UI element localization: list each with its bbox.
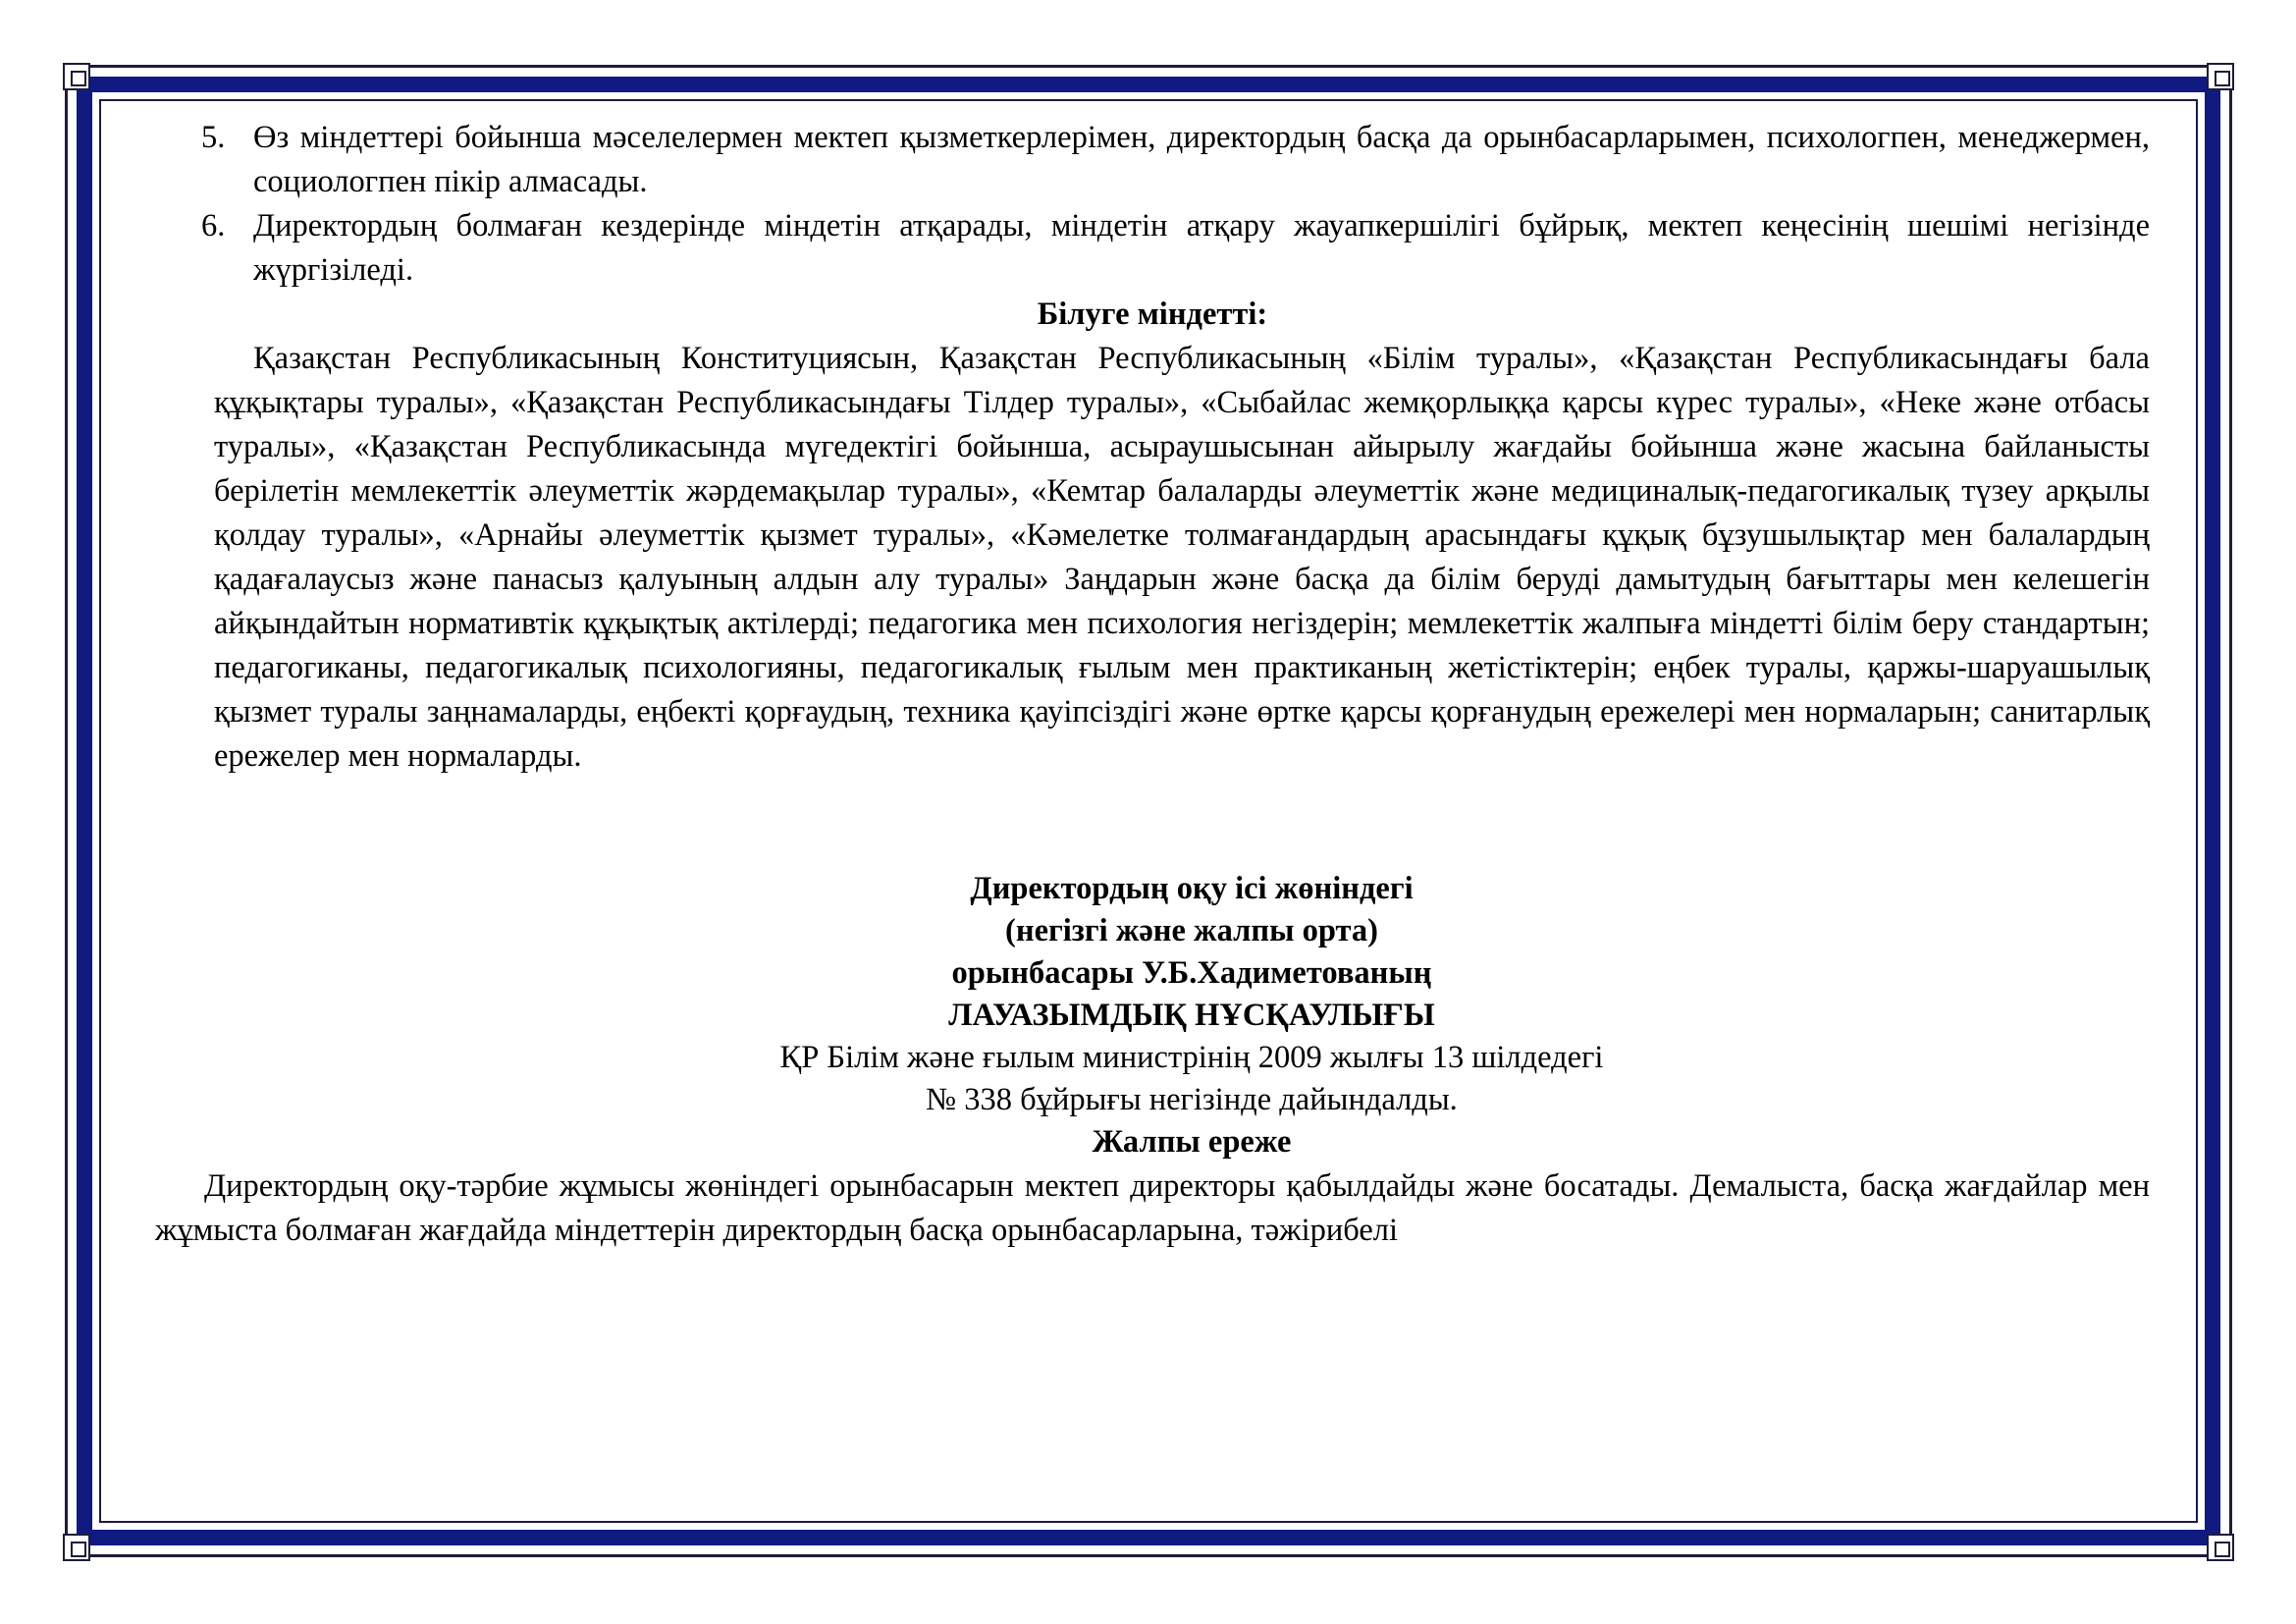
document-title bbox=[234, 867, 2150, 1036]
frame-corner-ornament bbox=[63, 63, 90, 90]
frame-corner-ornament bbox=[63, 1534, 90, 1561]
knowledge-heading: Білуге міндетті: bbox=[1037, 297, 1268, 332]
document-title-line: (негізгі және жалпы орта) bbox=[1005, 913, 1378, 948]
document-body bbox=[155, 116, 2150, 1253]
duties-list bbox=[155, 116, 2150, 293]
document-subtitle bbox=[234, 1036, 2150, 1120]
list-item-number: 6. bbox=[201, 208, 226, 244]
document-subtitle-line: № 338 бұйрығы негізінде дайындалды. bbox=[926, 1082, 1458, 1117]
document-title-line: орынбасары У.Б.Хадиметованың bbox=[951, 955, 1432, 991]
list-item-text: Директордың болмаған кездерінде міндетін атқарады, міндетін атқару жауапкершілігі бұйрық, мектеп кеңесінің шешімі негізінде жүргізіледі. bbox=[253, 208, 2150, 288]
list-item bbox=[201, 116, 2150, 204]
list-item-text: Өз міндеттері бойынша мәселелермен мектеп қызметкерлерімен, директордың басқа да орынбасарларымен, психологпен, менеджермен, социологпен пікір алмасады. bbox=[253, 120, 2150, 199]
document-title-line: Директордың оқу ісі жөніндегі bbox=[970, 871, 1414, 906]
general-heading: Жалпы ереже bbox=[1092, 1124, 1292, 1160]
knowledge-paragraph: Қазақстан Республикасының Конституциясын, Қазақстан Республикасының «Білім туралы», «Қазақстан Республикасындағы бала құқықтары туралы», «Қазақстан Республикасындағы Тілдер туралы», «Сыбайлас жемқорлыққа қарсы күрес туралы», «Неке және отбасы туралы», «Қазақстан Республикасында мүгедектігі бойынша, асыраушысынан айырылу жағдайы бойынша және жасына байланысты берілетін мемлекеттік әлеуметтік жәрдемақылар туралы», «Кемтар балаларды әлеуметтік және медициналық-педагогикалық түзеу арқылы қолдау туралы», «Арнайы әлеуметтік қызмет туралы», «Кәмелетке толмағандардың арасындағы құқық бұзушылықтар мен балалардың қадағалаусыз және панасыз қалуының алдын алу туралы» Заңдарын және басқа да білім беруді дамытудың бағыттары мен келешегін айқындайтын нормативтік құқықтық актілерді; педагогика мен психология негіздерін; мемлекеттік жалпыға міндетті білім беру стандартын; педагогиканы, педагогикалық психологияны, педагогикалық ғылым мен практиканың жетістіктерін; еңбек туралы, қаржы-шаруашылық қызмет туралы заңнамаларды, еңбекті қорғаудың, техника қауіпсіздігі және өртке қарсы қорғанудың ережелері мен нормаларын; санитарлық ережелер мен нормаларды. bbox=[214, 341, 2150, 774]
list-item-number: 5. bbox=[201, 120, 226, 155]
document-subtitle-line: ҚР Білім және ғылым министрінің 2009 жылғы 13 шілдедегі bbox=[779, 1040, 1604, 1075]
frame-corner-ornament bbox=[2207, 1534, 2234, 1561]
section-spacer bbox=[155, 779, 2150, 867]
document-title-line: ЛАУАЗЫМДЫҚ НҰСҚАУЛЫҒЫ bbox=[948, 998, 1435, 1033]
general-paragraph: Директордың оқу-тәрбие жұмысы жөніндегі орынбасарын мектеп директоры қабылдайды және босатады. Демалыста, басқа жағдайлар мен жұмыста болмаған жағдайда міндеттерін директордың басқа орынбасарларына, тәжірибелі bbox=[155, 1168, 2150, 1248]
frame-corner-ornament bbox=[2207, 63, 2234, 90]
list-item bbox=[201, 204, 2150, 293]
